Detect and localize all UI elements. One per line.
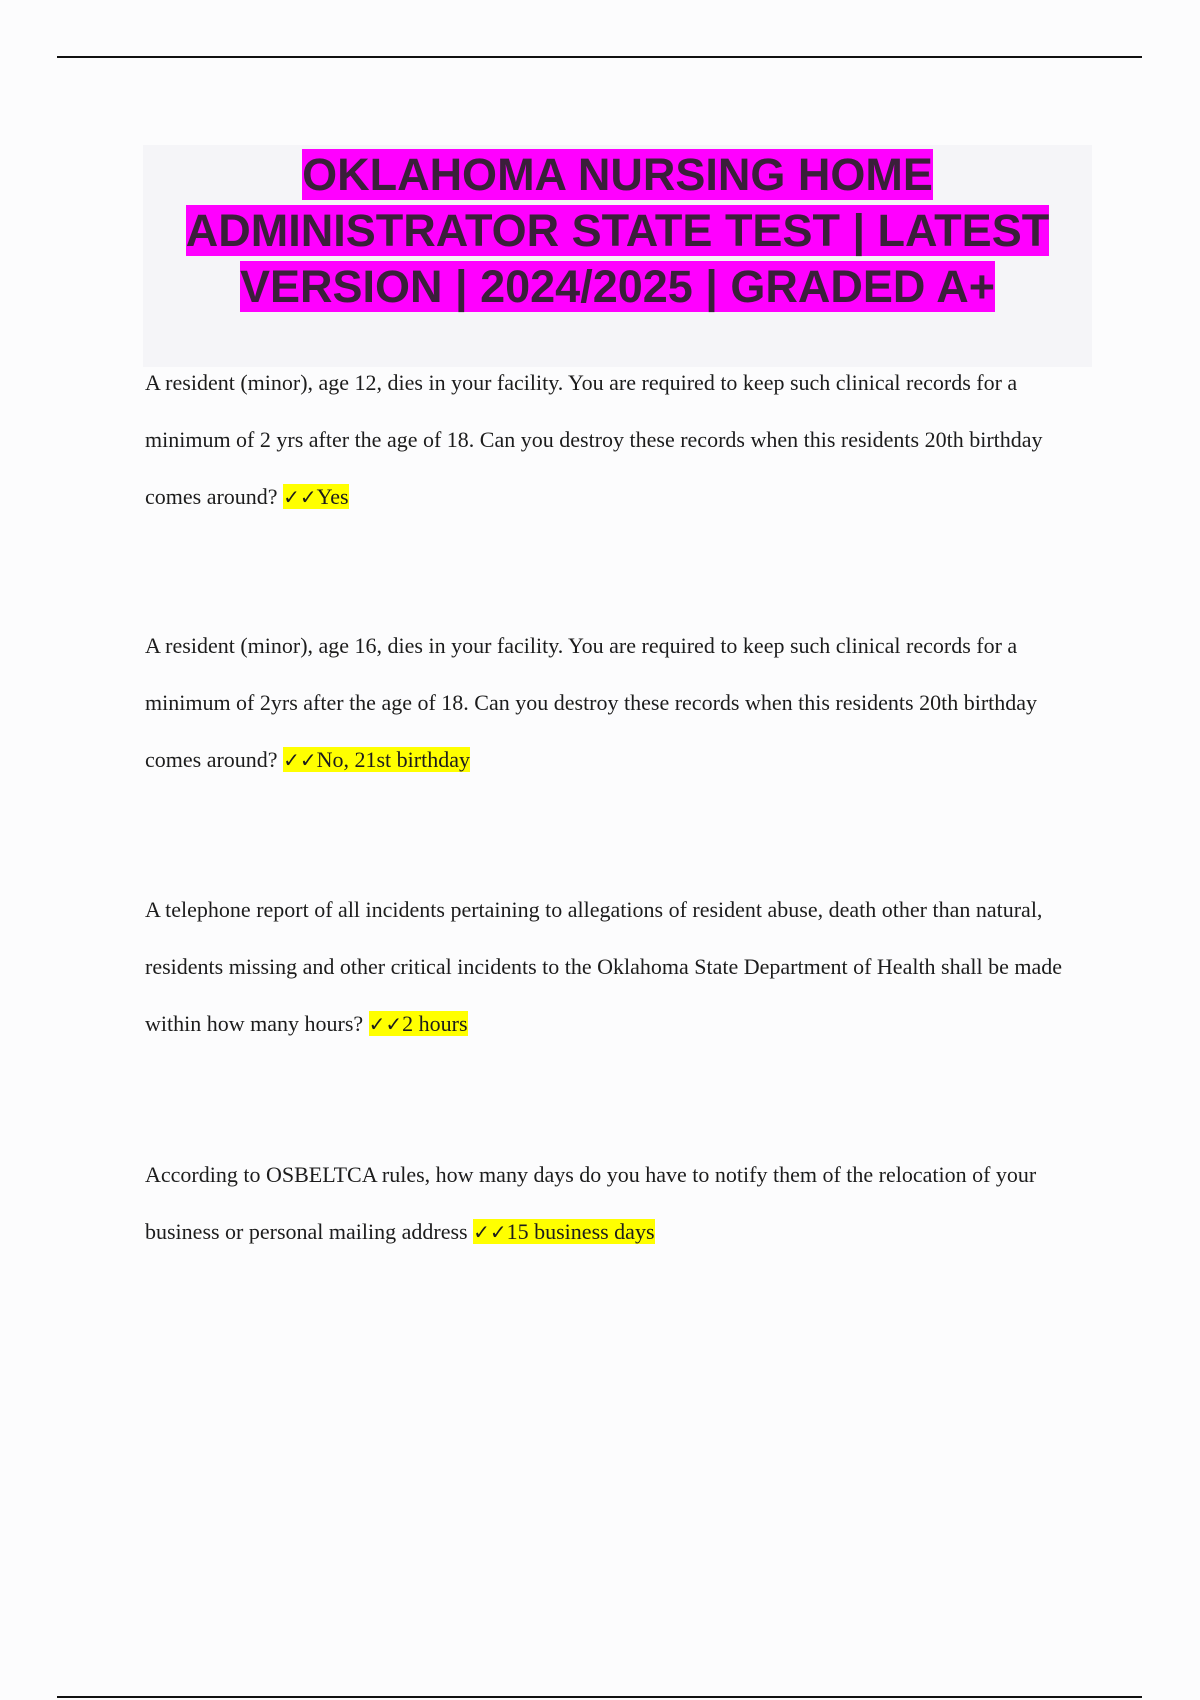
document-title: [143, 147, 1092, 315]
double-check-icon: ✓✓: [368, 1012, 403, 1036]
question-item: [145, 354, 1085, 526]
double-check-icon: ✓✓: [283, 485, 317, 509]
double-check-icon: ✓✓: [473, 1220, 507, 1244]
answer-highlight: [283, 747, 470, 772]
question-text: A telephone report of all incidents pertaining to allegations of resident abuse, death other than natural, residents missing and other critical incidents to the Oklahoma State Department of Health shall be made within how many hours?: [145, 897, 1063, 1036]
answer-text: No, 21st birthday: [316, 747, 470, 772]
title-block: [143, 145, 1092, 367]
answer-highlight: [473, 1219, 654, 1244]
question-text: A resident (minor), age 16, dies in your facility. You are required to keep such clinical records for a minimum of 2yrs after the age of 18. Can you destroy these records when this residents 20th birthday comes around?: [145, 633, 1038, 772]
question-item: [145, 617, 1085, 789]
answer-text: 15 business days: [506, 1219, 655, 1244]
answer-text: 2 hours: [402, 1011, 468, 1036]
question-text: A resident (minor), age 12, dies in your facility. You are required to keep such clinical records for a minimum of 2 yrs after the age of 18. Can you destroy these records when this residents 20th birthday comes around?: [145, 370, 1043, 509]
question-text: According to OSBELTCA rules, how many days do you have to notify them of the relocation of your business or personal mailing address: [145, 1162, 1037, 1244]
answer-highlight: [283, 484, 349, 509]
answer-text: Yes: [316, 484, 349, 509]
question-item: [145, 1146, 1085, 1261]
question-item: [145, 881, 1085, 1053]
top-rule: [57, 56, 1142, 58]
bottom-rule: [57, 1696, 1142, 1698]
double-check-icon: ✓✓: [283, 748, 317, 772]
document-title-text: OKLAHOMA NURSING HOME ADMINISTRATOR STATE TEST | LATEST VERSION | 2024/2025 | GRADED A+: [185, 149, 1050, 312]
answer-highlight: [369, 1011, 468, 1036]
